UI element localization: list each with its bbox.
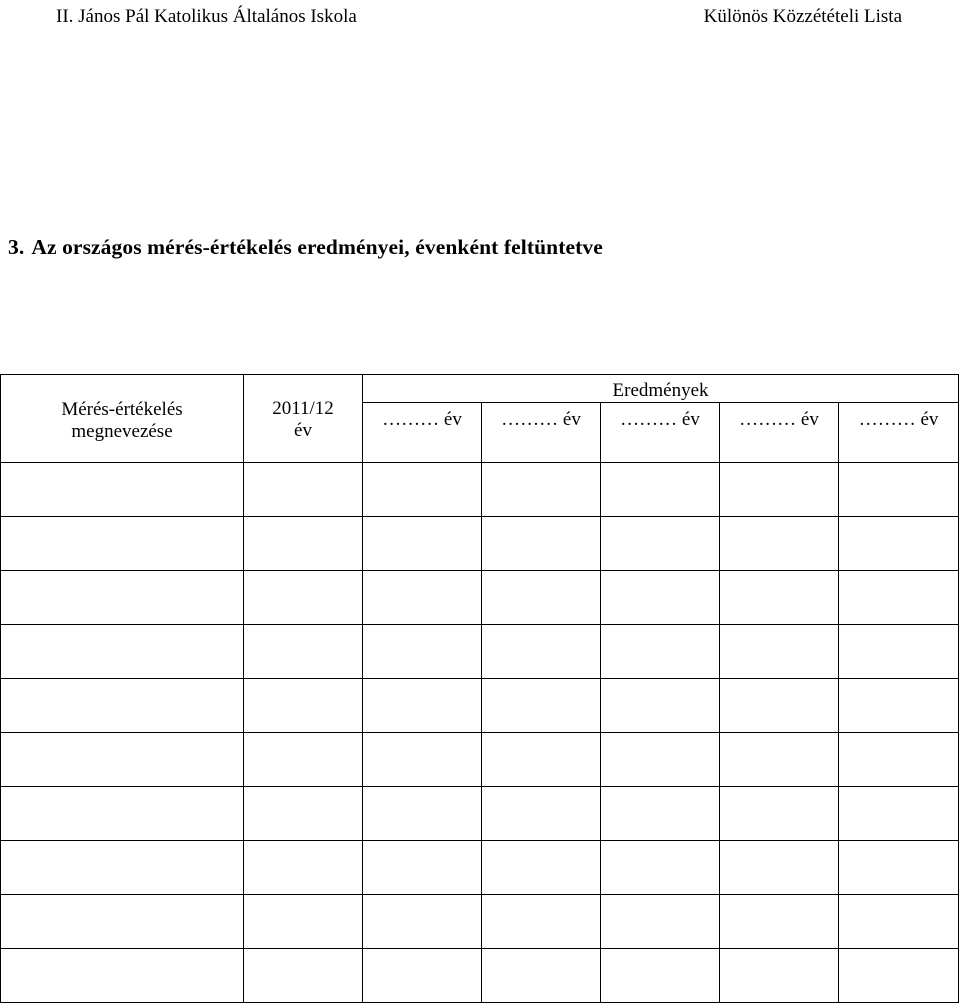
result-cell [720,679,839,733]
result-cell [601,841,720,895]
result-cell [839,571,959,625]
result-cell [482,571,601,625]
table-row [1,841,959,895]
result-cell [363,895,482,949]
table-row [1,679,959,733]
result-cell [839,733,959,787]
measurement-name-cell [1,733,244,787]
result-cell [601,895,720,949]
result-cell [839,841,959,895]
result-cell [720,463,839,517]
result-cell [363,733,482,787]
first-year-header-line1: 2011/12 [272,397,334,419]
year-column-header: ……… év [363,403,482,463]
result-cell [839,895,959,949]
result-cell [244,625,363,679]
measurement-name-header-line1: Mérés-értékelés [61,398,183,420]
result-cell [482,517,601,571]
result-cell [839,625,959,679]
result-cell [363,625,482,679]
result-cell [601,517,720,571]
result-cell [482,733,601,787]
result-cell [244,841,363,895]
result-cell [244,733,363,787]
results-table [0,374,959,1003]
result-cell [482,625,601,679]
result-cell [482,841,601,895]
table-row [1,571,959,625]
section-number: 3. [8,235,25,259]
measurement-name-cell [1,895,244,949]
measurement-name-cell [1,787,244,841]
result-cell [601,571,720,625]
result-cell [720,571,839,625]
result-cell [363,787,482,841]
result-cell [720,949,839,1003]
result-cell [244,679,363,733]
result-cell [363,517,482,571]
table-header-row [1,375,959,403]
table-row [1,733,959,787]
result-cell [363,571,482,625]
result-cell [363,949,482,1003]
result-cell [839,949,959,1003]
result-cell [601,733,720,787]
section-heading [8,233,603,261]
measurement-name-cell [1,679,244,733]
first-year-header [244,375,363,463]
result-cell [601,625,720,679]
result-cell [363,463,482,517]
measurement-name-cell [1,625,244,679]
result-cell [601,463,720,517]
result-cell [244,571,363,625]
year-column-header: ……… év [720,403,839,463]
first-year-header-line2: év [294,419,312,441]
measurement-name-cell [1,517,244,571]
result-cell [601,949,720,1003]
header-school-name: II. János Pál Katolikus Általános Iskola [56,6,357,27]
header-document-title: Különös Közzétételi Lista [703,6,902,27]
year-column-header: ……… év [601,403,720,463]
result-cell [839,517,959,571]
measurement-name-header-line2: megnevezése [71,420,173,442]
table-row [1,625,959,679]
table-row [1,895,959,949]
result-cell [482,949,601,1003]
result-cell [601,679,720,733]
result-cell [482,895,601,949]
measurement-name-cell [1,463,244,517]
result-cell [839,463,959,517]
result-cell [720,733,839,787]
measurement-name-cell [1,949,244,1003]
result-cell [363,841,482,895]
measurement-name-cell [1,841,244,895]
result-cell [482,679,601,733]
result-cell [482,463,601,517]
year-column-header: ……… év [839,403,959,463]
measurement-name-header [1,375,244,463]
table-row [1,949,959,1003]
result-cell [482,787,601,841]
result-cell [244,787,363,841]
result-cell [244,517,363,571]
result-cell [601,787,720,841]
result-cell [720,841,839,895]
section-title: Az országos mérés-értékelés eredményei, évenként feltüntetve [31,235,603,259]
table-row [1,463,959,517]
result-cell [244,895,363,949]
result-cell [720,625,839,679]
measurement-name-cell [1,571,244,625]
year-column-header: ……… év [482,403,601,463]
result-cell [363,679,482,733]
table-row [1,517,959,571]
result-cell [839,679,959,733]
result-cell [720,787,839,841]
result-cell [720,895,839,949]
result-cell [720,517,839,571]
table-row [1,787,959,841]
result-cell [244,463,363,517]
result-cell [244,949,363,1003]
result-cell [839,787,959,841]
results-header: Eredmények [363,375,959,403]
